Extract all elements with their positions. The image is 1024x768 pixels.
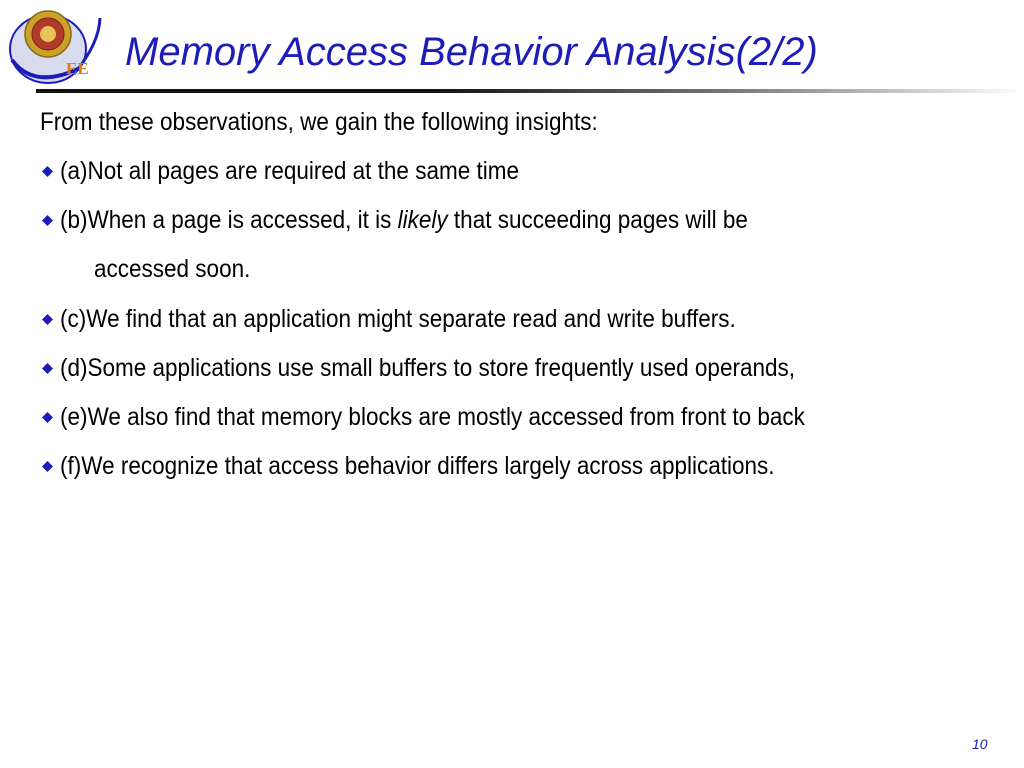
bullet-text: (d)Some applications use small buffers to store frequently used operands, <box>60 354 795 382</box>
bullet-list <box>40 153 1010 484</box>
diamond-bullet-icon <box>42 412 53 423</box>
logo-text: EE <box>66 59 89 78</box>
list-item <box>40 153 1010 189</box>
diamond-bullet-icon <box>42 461 53 472</box>
list-item <box>40 350 1010 386</box>
page-number: 10 <box>972 736 988 752</box>
slide-content <box>40 104 1010 497</box>
bullet-text <box>60 196 748 245</box>
bullet-continuation: accessed soon. <box>94 255 251 283</box>
list-item <box>40 448 1010 484</box>
emphasis-text: likely <box>397 206 448 234</box>
intro-text: From these observations, we gain the following insights: <box>40 108 598 136</box>
diamond-bullet-icon <box>42 363 53 374</box>
bullet-text-part: that succeeding pages will be <box>447 206 748 234</box>
bullet-text: (f)We recognize that access behavior differs largely across applications. <box>60 452 775 480</box>
diamond-bullet-icon <box>42 166 53 177</box>
logo-icon <box>4 4 104 86</box>
bullet-text: (a)Not all pages are required at the same time <box>60 157 519 185</box>
diamond-bullet-icon <box>42 215 53 226</box>
list-item <box>40 196 1010 294</box>
list-item <box>40 301 1010 337</box>
bullet-text: (c)We find that an application might separate read and write buffers. <box>60 305 736 333</box>
title-divider <box>36 89 1024 93</box>
university-seal-logo-icon <box>4 4 104 86</box>
bullet-text-part: (b)When a page is accessed, it is <box>60 206 398 234</box>
list-item <box>40 399 1010 435</box>
slide-title: Memory Access Behavior Analysis(2/2) <box>125 30 818 74</box>
diamond-bullet-icon <box>42 314 53 325</box>
bullet-text: (e)We also find that memory blocks are mostly accessed from front to back <box>60 403 805 431</box>
